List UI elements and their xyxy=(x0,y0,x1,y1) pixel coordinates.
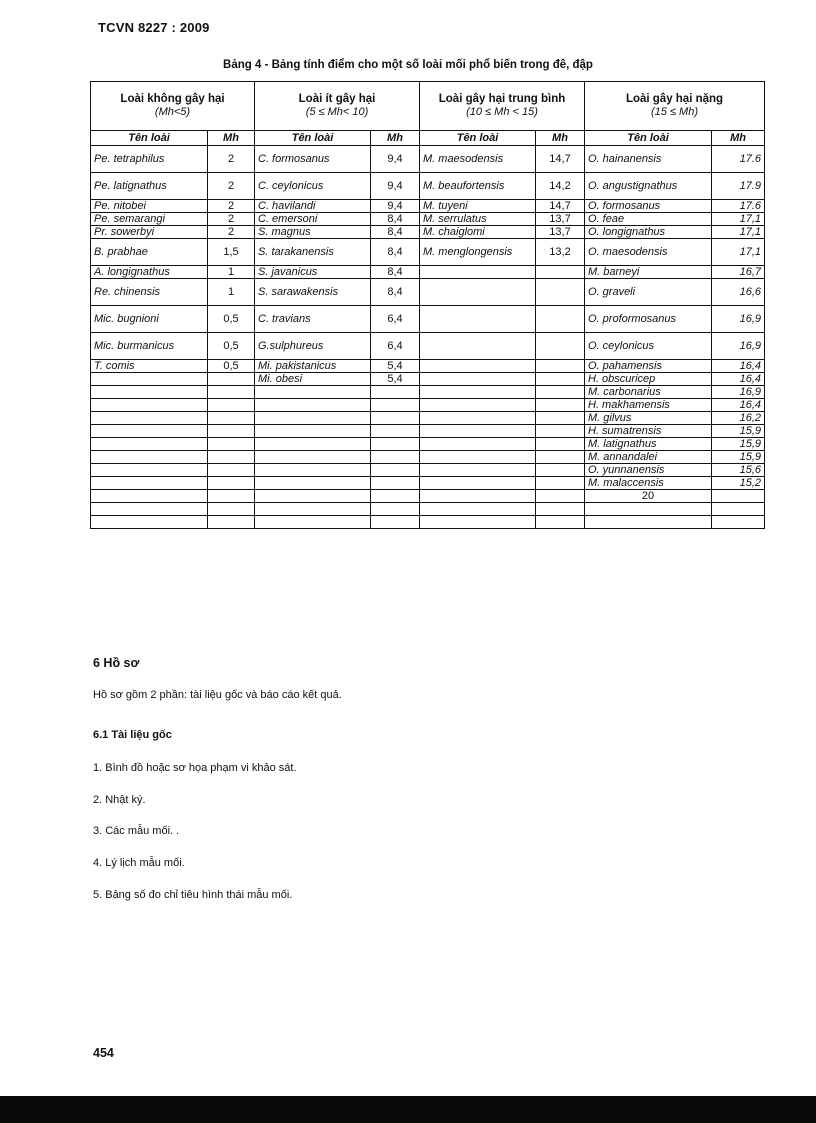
species-name-cell xyxy=(91,412,208,425)
species-name-cell: O. graveli xyxy=(585,279,712,306)
list-item: 5. Bảng số đo chỉ tiêu hình thái mẫu mối. xyxy=(93,889,293,901)
species-name-cell: M. menglongensis xyxy=(420,239,536,266)
species-name-cell xyxy=(255,477,371,490)
mh-cell: 16,4 xyxy=(712,399,765,412)
species-name-cell xyxy=(91,477,208,490)
table-row xyxy=(91,373,765,386)
mh-cell xyxy=(371,490,420,503)
mh-cell xyxy=(208,412,255,425)
mh-cell: 15,6 xyxy=(712,464,765,477)
mh-cell: 14,7 xyxy=(536,200,585,213)
table-row xyxy=(91,226,765,239)
mh-cell xyxy=(536,412,585,425)
mh-cell: 6,4 xyxy=(371,333,420,360)
mh-cell xyxy=(371,412,420,425)
group-header-harmless: Loài không gây hại (Mh<5) xyxy=(91,82,255,131)
mh-cell xyxy=(371,477,420,490)
species-name-cell: A. longignathus xyxy=(91,266,208,279)
mh-cell: 8,4 xyxy=(371,266,420,279)
list-item: 2. Nhật ký. xyxy=(93,794,146,806)
table-row xyxy=(91,200,765,213)
species-name-cell: M. gilvus xyxy=(585,412,712,425)
species-name-cell xyxy=(420,503,536,516)
mh-cell xyxy=(536,306,585,333)
mh-cell: 6,4 xyxy=(371,306,420,333)
species-name-cell: O. pahamensis xyxy=(585,360,712,373)
species-name-cell xyxy=(420,425,536,438)
mh-cell: 1,5 xyxy=(208,239,255,266)
list-item: 1. Bình đồ hoặc sơ họa phạm vi khảo sát. xyxy=(93,762,297,774)
mh-cell: 13,7 xyxy=(536,213,585,226)
species-table-body xyxy=(91,146,765,529)
mh-cell: 15,9 xyxy=(712,438,765,451)
mh-cell xyxy=(371,516,420,529)
mh-cell: 14,2 xyxy=(536,173,585,200)
col-header-name: Tên loài xyxy=(585,131,712,146)
species-name-cell xyxy=(420,279,536,306)
mh-cell xyxy=(208,451,255,464)
species-name-cell: T. comis xyxy=(91,360,208,373)
col-header-mh: Mh xyxy=(208,131,255,146)
species-name-cell: H. sumatrensis xyxy=(585,425,712,438)
species-name-cell: O. yunnanensis xyxy=(585,464,712,477)
mh-cell: 17.6 xyxy=(712,200,765,213)
species-name-cell: 20 xyxy=(585,490,712,503)
mh-cell xyxy=(208,516,255,529)
mh-cell xyxy=(536,516,585,529)
col-header-name: Tên loài xyxy=(420,131,536,146)
species-name-cell: Pe. latignathus xyxy=(91,173,208,200)
mh-cell xyxy=(536,386,585,399)
mh-cell: 1 xyxy=(208,279,255,306)
mh-cell xyxy=(536,333,585,360)
species-name-cell xyxy=(255,503,371,516)
table-row xyxy=(91,173,765,200)
mh-cell xyxy=(536,266,585,279)
species-name-cell xyxy=(255,516,371,529)
table-row xyxy=(91,451,765,464)
group-header-low-harm: Loài ít gây hại (5 ≤ Mh< 10) xyxy=(255,82,420,131)
species-name-cell: O. angustignathus xyxy=(585,173,712,200)
table-row xyxy=(91,503,765,516)
table-row xyxy=(91,266,765,279)
mh-cell xyxy=(371,438,420,451)
list-item: 3. Các mẫu mối. . xyxy=(93,825,180,837)
species-name-cell: O. ceylonicus xyxy=(585,333,712,360)
mh-cell xyxy=(536,464,585,477)
species-name-cell xyxy=(420,360,536,373)
mh-cell xyxy=(536,399,585,412)
mh-cell xyxy=(536,279,585,306)
mh-cell xyxy=(208,399,255,412)
species-name-cell xyxy=(420,266,536,279)
species-name-cell xyxy=(255,412,371,425)
species-name-cell: Mic. burmanicus xyxy=(91,333,208,360)
species-name-cell xyxy=(255,438,371,451)
species-name-cell: M. annandalei xyxy=(585,451,712,464)
col-header-mh: Mh xyxy=(536,131,585,146)
species-name-cell xyxy=(420,438,536,451)
species-name-cell xyxy=(91,373,208,386)
species-name-cell xyxy=(420,516,536,529)
mh-cell xyxy=(712,516,765,529)
mh-cell: 17,1 xyxy=(712,239,765,266)
table-row xyxy=(91,399,765,412)
document-code: TCVN 8227 : 2009 xyxy=(98,20,210,35)
species-name-cell: Mi. obesi xyxy=(255,373,371,386)
species-name-cell xyxy=(420,451,536,464)
subsection-title: 6.1 Tài liệu gốc xyxy=(93,729,172,741)
species-name-cell: M. barneyi xyxy=(585,266,712,279)
mh-cell: 2 xyxy=(208,173,255,200)
mh-cell: 16,4 xyxy=(712,373,765,386)
species-name-cell: M. malaccensis xyxy=(585,477,712,490)
species-name-cell: M. latignathus xyxy=(585,438,712,451)
species-score-table xyxy=(90,81,765,529)
mh-cell: 2 xyxy=(208,200,255,213)
table-row xyxy=(91,146,765,173)
mh-cell: 5,4 xyxy=(371,373,420,386)
mh-cell: 16,7 xyxy=(712,266,765,279)
mh-cell: 0,5 xyxy=(208,333,255,360)
species-name-cell xyxy=(91,438,208,451)
species-name-cell: Re. chinensis xyxy=(91,279,208,306)
mh-cell: 8,4 xyxy=(371,226,420,239)
mh-cell xyxy=(712,503,765,516)
mh-cell: 17,1 xyxy=(712,226,765,239)
mh-cell: 16,9 xyxy=(712,333,765,360)
mh-cell xyxy=(371,451,420,464)
mh-cell: 2 xyxy=(208,146,255,173)
mh-cell: 15,2 xyxy=(712,477,765,490)
species-name-cell: M. maesodensis xyxy=(420,146,536,173)
species-name-cell xyxy=(255,464,371,477)
mh-cell: 15,9 xyxy=(712,451,765,464)
table-row xyxy=(91,279,765,306)
species-name-cell xyxy=(91,386,208,399)
species-name-cell xyxy=(91,425,208,438)
mh-cell xyxy=(536,490,585,503)
species-name-cell: Mi. pakistanicus xyxy=(255,360,371,373)
species-name-cell: C. havilandi xyxy=(255,200,371,213)
species-name-cell: G.sulphureus xyxy=(255,333,371,360)
mh-cell xyxy=(536,373,585,386)
mh-cell xyxy=(208,464,255,477)
mh-cell: 13,2 xyxy=(536,239,585,266)
mh-cell: 1 xyxy=(208,266,255,279)
species-name-cell: S. magnus xyxy=(255,226,371,239)
mh-cell xyxy=(371,425,420,438)
mh-cell: 9,4 xyxy=(371,200,420,213)
mh-cell xyxy=(712,490,765,503)
species-name-cell: O. longignathus xyxy=(585,226,712,239)
mh-cell xyxy=(536,503,585,516)
mh-cell: 16,2 xyxy=(712,412,765,425)
species-name-cell xyxy=(420,333,536,360)
species-name-cell: H. obscuricep xyxy=(585,373,712,386)
species-name-cell xyxy=(420,412,536,425)
species-name-cell xyxy=(255,451,371,464)
species-name-cell: B. prabhae xyxy=(91,239,208,266)
mh-cell xyxy=(208,373,255,386)
mh-cell: 16,9 xyxy=(712,386,765,399)
mh-cell xyxy=(536,425,585,438)
table-row xyxy=(91,239,765,266)
species-name-cell xyxy=(255,425,371,438)
list-item: 4. Lý lịch mẫu mối. xyxy=(93,857,185,869)
species-name-cell xyxy=(91,399,208,412)
species-name-cell: M. serrulatus xyxy=(420,213,536,226)
species-name-cell xyxy=(420,477,536,490)
mh-cell: 0,5 xyxy=(208,360,255,373)
table-row xyxy=(91,213,765,226)
mh-cell xyxy=(536,451,585,464)
mh-cell: 8,4 xyxy=(371,213,420,226)
species-name-cell: Pr. sowerbyi xyxy=(91,226,208,239)
mh-cell xyxy=(208,503,255,516)
mh-cell: 16,6 xyxy=(712,279,765,306)
species-name-cell: Pe. semarangi xyxy=(91,213,208,226)
mh-cell xyxy=(371,503,420,516)
mh-cell: 9,4 xyxy=(371,173,420,200)
mh-cell: 8,4 xyxy=(371,239,420,266)
mh-cell xyxy=(536,360,585,373)
mh-cell xyxy=(208,490,255,503)
table-row xyxy=(91,477,765,490)
mh-cell xyxy=(208,438,255,451)
mh-cell: 17,1 xyxy=(712,213,765,226)
species-name-cell: H. makhamensis xyxy=(585,399,712,412)
mh-cell: 15,9 xyxy=(712,425,765,438)
mh-cell: 5,4 xyxy=(371,360,420,373)
species-name-cell: O. hainanensis xyxy=(585,146,712,173)
species-name-cell: C. emersoni xyxy=(255,213,371,226)
mh-cell xyxy=(371,386,420,399)
species-name-cell: O. maesodensis xyxy=(585,239,712,266)
mh-cell xyxy=(208,425,255,438)
scan-edge-bar xyxy=(0,1096,816,1123)
species-name-cell: Pe. nitobei xyxy=(91,200,208,213)
table-row xyxy=(91,490,765,503)
mh-cell: 17.9 xyxy=(712,173,765,200)
species-name-cell xyxy=(420,373,536,386)
col-header-name: Tên loài xyxy=(255,131,371,146)
species-name-cell xyxy=(420,306,536,333)
section-intro: Hồ sơ gồm 2 phần: tài liệu gốc và báo cáo kết quả. xyxy=(93,689,342,701)
table-row xyxy=(91,464,765,477)
species-name-cell: C. travians xyxy=(255,306,371,333)
species-name-cell: S. javanicus xyxy=(255,266,371,279)
species-name-cell xyxy=(585,516,712,529)
species-name-cell xyxy=(255,490,371,503)
table-row xyxy=(91,306,765,333)
species-name-cell: C. ceylonicus xyxy=(255,173,371,200)
mh-cell xyxy=(208,477,255,490)
mh-cell: 9,4 xyxy=(371,146,420,173)
species-name-cell: S. sarawakensis xyxy=(255,279,371,306)
group-header-severe-harm: Loài gây hại nặng (15 ≤ Mh) xyxy=(585,82,765,131)
mh-cell: 2 xyxy=(208,226,255,239)
table-row xyxy=(91,438,765,451)
mh-cell xyxy=(371,464,420,477)
mh-cell xyxy=(536,438,585,451)
table-row xyxy=(91,516,765,529)
mh-cell: 8,4 xyxy=(371,279,420,306)
mh-cell: 0,5 xyxy=(208,306,255,333)
table-row xyxy=(91,412,765,425)
col-header-name: Tên loài xyxy=(91,131,208,146)
species-name-cell: S. tarakanensis xyxy=(255,239,371,266)
mh-cell xyxy=(371,399,420,412)
section-title: 6 Hồ sơ xyxy=(93,656,140,670)
species-name-cell: M. beaufortensis xyxy=(420,173,536,200)
species-name-cell xyxy=(420,490,536,503)
mh-cell: 17.6 xyxy=(712,146,765,173)
species-name-cell xyxy=(420,399,536,412)
species-name-cell xyxy=(255,399,371,412)
species-name-cell xyxy=(91,490,208,503)
species-name-cell xyxy=(91,464,208,477)
species-name-cell xyxy=(420,386,536,399)
col-header-mh: Mh xyxy=(371,131,420,146)
species-name-cell: Mic. bugnioni xyxy=(91,306,208,333)
table-row xyxy=(91,360,765,373)
mh-cell: 2 xyxy=(208,213,255,226)
table-title: Bảng 4 - Bảng tính điểm cho một số loài mối phổ biến trong đê, đập xyxy=(223,59,593,71)
mh-cell: 14,7 xyxy=(536,146,585,173)
species-name-cell xyxy=(255,386,371,399)
col-header-mh: Mh xyxy=(712,131,765,146)
mh-cell xyxy=(536,477,585,490)
mh-cell: 13,7 xyxy=(536,226,585,239)
species-name-cell xyxy=(91,451,208,464)
mh-cell: 16,4 xyxy=(712,360,765,373)
species-name-cell: M. chaiglomi xyxy=(420,226,536,239)
table-row xyxy=(91,386,765,399)
mh-cell: 16,9 xyxy=(712,306,765,333)
species-name-cell: M. carbonarius xyxy=(585,386,712,399)
table-row xyxy=(91,333,765,360)
species-name-cell: M. tuyeni xyxy=(420,200,536,213)
species-name-cell xyxy=(91,516,208,529)
species-name-cell: O. proformosanus xyxy=(585,306,712,333)
species-name-cell xyxy=(420,464,536,477)
species-name-cell: Pe. tetraphilus xyxy=(91,146,208,173)
species-name-cell xyxy=(91,503,208,516)
table-row xyxy=(91,425,765,438)
species-name-cell: O. formosanus xyxy=(585,200,712,213)
page-number: 454 xyxy=(93,1046,114,1060)
mh-cell xyxy=(208,386,255,399)
species-name-cell xyxy=(585,503,712,516)
species-name-cell: C. formosanus xyxy=(255,146,371,173)
group-header-medium-harm: Loài gây hại trung bình (10 ≤ Mh < 15) xyxy=(420,82,585,131)
species-name-cell: O. feae xyxy=(585,213,712,226)
